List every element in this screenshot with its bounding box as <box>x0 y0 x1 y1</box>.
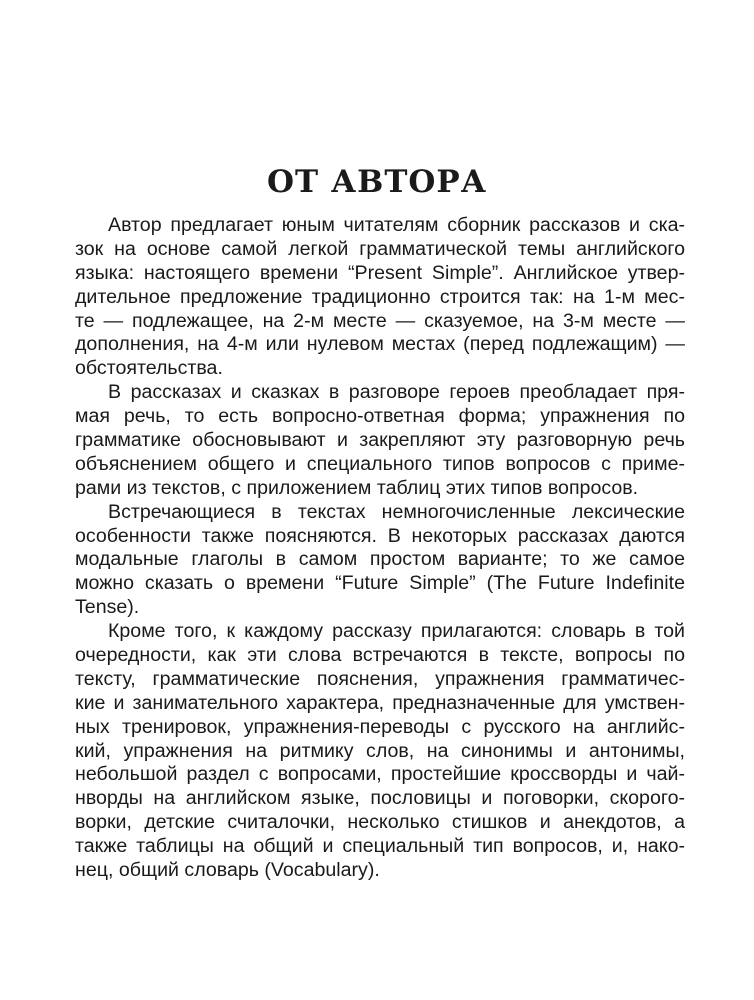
page-title: ОТ АВТОРА <box>267 164 487 200</box>
text-line: объяснением общего и специального типов вопросов с приме- <box>75 452 685 475</box>
text-line: В рассказах и сказках в разговоре героев преобладает пря- <box>108 381 685 404</box>
text-line: грамматике обосновывают и закрепляют эту разговорную речь <box>75 429 685 452</box>
text-line: можно сказать о времени “Future Simple” (The Future Indefinite <box>75 572 685 595</box>
text-line: небольшой раздел с вопросами, простейшие кроссворды и чай- <box>75 763 685 786</box>
text-line: нец, общий словарь (Vocabulary). <box>75 859 380 882</box>
text-line: Tense). <box>75 596 140 619</box>
body-text <box>75 214 685 883</box>
text-line: Кроме того, к каждому рассказу прилагаются: словарь в той <box>108 620 685 643</box>
text-line: модальные глаголы в самом простом варианте; то же самое <box>75 548 685 571</box>
text-line: также таблицы на общий и специальный тип вопросов, и, нако- <box>75 835 685 858</box>
text-line: тексту, грамматические пояснения, упражнения грамматичес- <box>75 667 685 690</box>
text-line: рами из текстов, с приложением таблиц этих типов вопросов. <box>75 476 639 499</box>
text-line: обстоятельства. <box>75 357 223 380</box>
text-line: Автор предлагает юным читателям сборник рассказов и ска- <box>108 214 685 236</box>
text-line: кие и занимательного характера, предназначенные для умствен- <box>75 691 685 714</box>
text-line: кий, упражнения на ритмику слов, на синонимы и антонимы, <box>75 739 685 762</box>
text-line: ных тренировок, упражнения-переводы с русского на английс- <box>75 715 685 738</box>
text-line: дительное предложение традиционно строится так: на 1-м мес- <box>75 285 685 308</box>
text-line: мая речь, то есть вопросно-ответная форма; упражнения по <box>75 405 685 428</box>
text-line: те — подлежащее, на 2-м месте — сказуемое, на 3-м месте — <box>75 309 685 332</box>
text-line: языка: настоящего времени “Present Simple”. Английское утвер- <box>75 261 685 284</box>
text-line: дополнения, на 4-м или нулевом местах (перед подлежащим) — <box>75 333 685 356</box>
text-line: очередности, как эти слова встречаются в тексте, вопросы по <box>75 644 685 667</box>
text-line: особенности также поясняются. В некоторых рассказах даются <box>75 524 685 547</box>
text-line: нворды на английском языке, пословицы и поговорки, скорого- <box>75 787 685 810</box>
text-line: зок на основе самой легкой грамматической темы английского <box>75 237 685 260</box>
text-line: ворки, детские считалочки, несколько стишков и анекдотов, а <box>75 811 685 834</box>
text-line: Встречающиеся в текстах немногочисленные лексические <box>108 500 685 523</box>
